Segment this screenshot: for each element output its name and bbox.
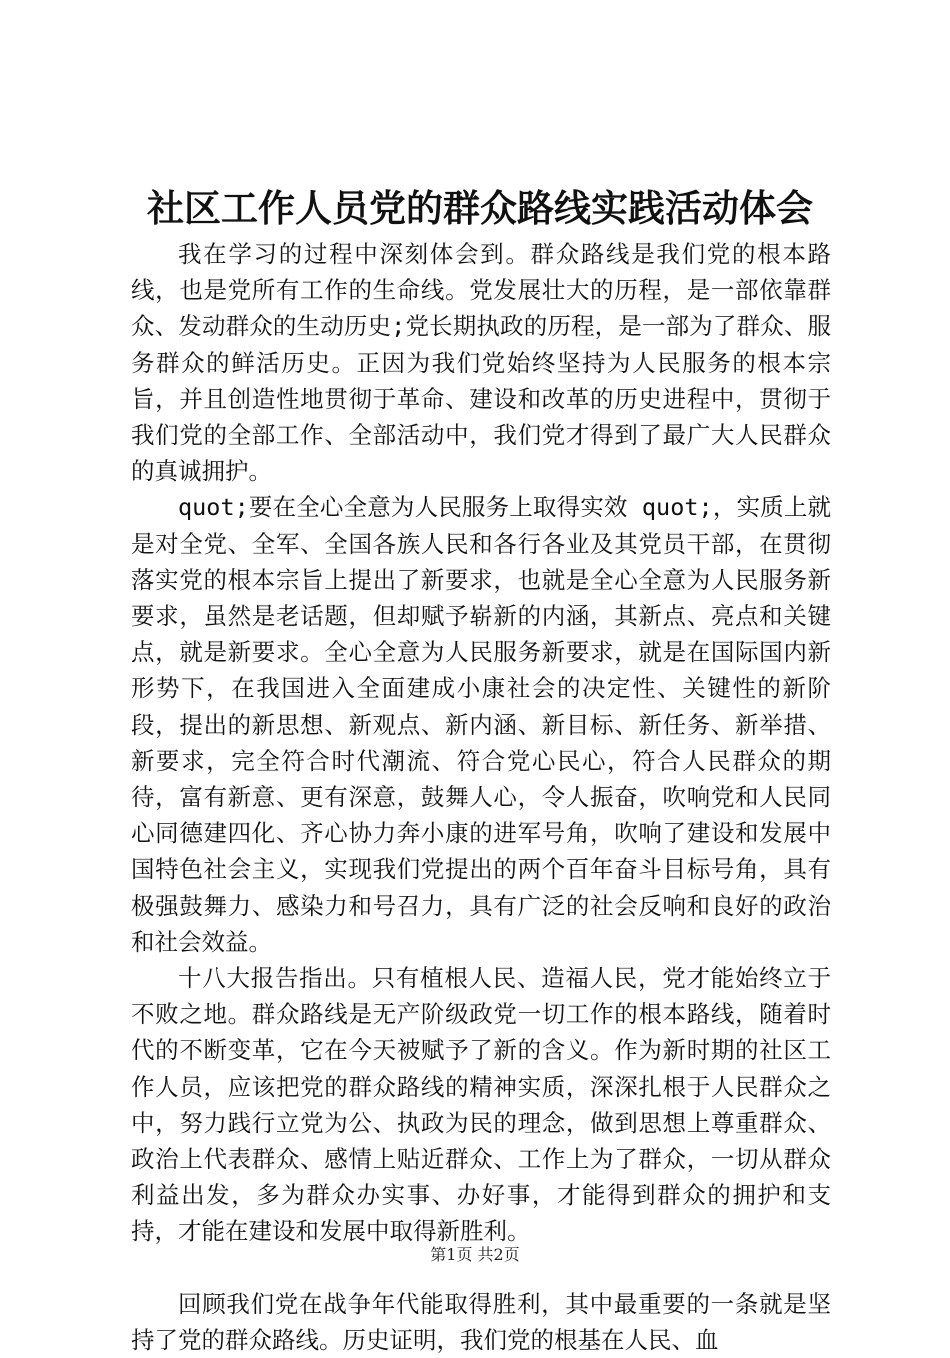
paragraph-3: 十八大报告指出。只有植根人民、造福人民，党才能始终立于不败之地。群众路线是无产阶级政党一切工作的根本路线，随着时代的不断变革，它在今天被赋予了新的含义。作为新时期的社区工作人员，应该把党的群众路线的精神实质，深深扎根于人民群众之中，努力践行立党为公、执政为民的理念，做到思想上尊重群众、政治上代表群众、感情上贴近群众、工作上为了群众，一切从群众利益出发，多为群众办实事、办好事，才能得到群众的拥护和支持，才能在建设和发展中取得新胜利。	[131, 964, 831, 1246]
page-indicator: 第1页 共2页	[430, 1245, 520, 1264]
paragraph-1: 我在学习的过程中深刻体会到。群众路线是我们党的根本路线，也是党所有工作的生命线。党发展壮大的历程，是一部依靠群众、发动群众的生动历史;党长期执政的历程，是一部为了群众、服务群众的鲜活历史。正因为我们党始终坚持为人民服务的根本宗旨，并且创造性地贯彻于革命、建设和改革的历史进程中，贯彻于我们党的全部工作、全部活动中，我们党才得到了最广大人民群众的真诚拥护。	[131, 240, 831, 486]
paragraph-2: quot;要在全心全意为人民服务上取得实效 quot;，实质上就是对全党、全军、全国各族人民和各行各业及其党员干部，在贯彻落实党的根本宗旨上提出了新要求，也就是全心全意为人民服务新要求，虽然是老话题，但却赋予崭新的内涵，其新点、亮点和关键点，就是新要求。全心全意为人民服务新要求，就是在国际国内新形势下，在我国进入全面建成小康社会的决定性、关键性的新阶段，提出的新思想、新观点、新内涵、新目标、新任务、新举措、新要求，完全符合时代潮流、符合党心民心，符合人民群众的期待，富有新意、更有深意，鼓舞人心，令人振奋，吹响党和人民同心同德建四化、齐心协力奔小康的进军号角，吹响了建设和发展中国特色社会主义，实现我们党提出的两个百年奋斗目标号角，具有极强鼓舞力、感染力和号召力，具有广泛的社会反响和良好的政治和社会效益。	[131, 493, 831, 956]
document-body	[131, 236, 831, 1358]
paragraph-4: 回顾我们党在战争年代能取得胜利，其中最重要的一条就是坚持了党的群众路线。历史证明，我们党的根基在人民、血	[131, 1289, 831, 1354]
document-title: 社区工作人员党的群众路线实践活动体会	[147, 186, 813, 230]
